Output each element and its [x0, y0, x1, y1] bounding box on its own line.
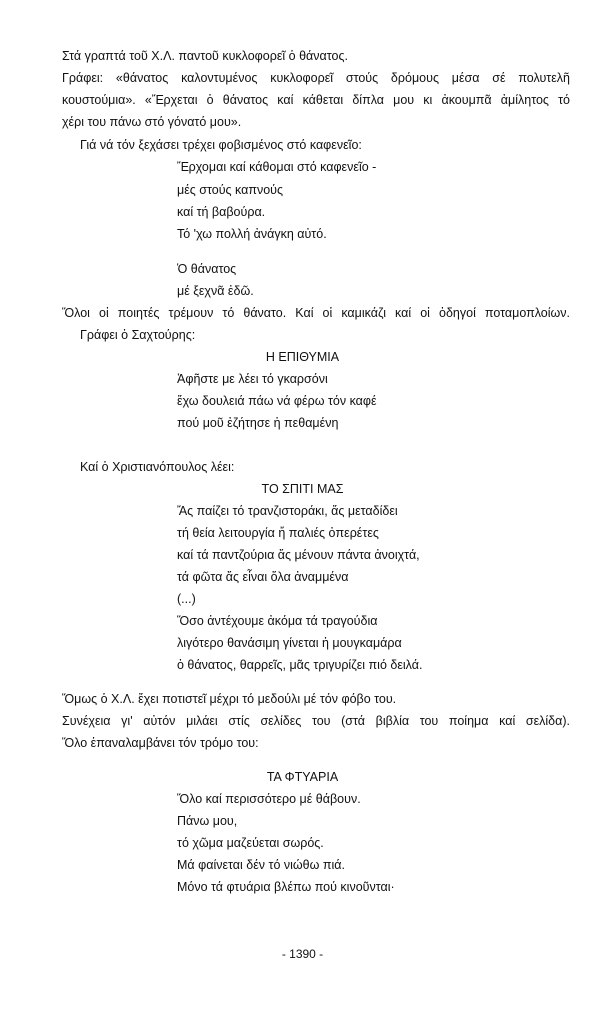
poem1-line-6: μέ ξεχνᾶ ἐδῶ.	[177, 284, 254, 298]
poem4-line-4: Μά φαίνεται δέν τό νιώθω πιά.	[177, 858, 345, 872]
intro-line-1: Στά γραπτά τοῦ Χ.Λ. παντοῦ κυκλοφορεῖ ὁ θάνατος.	[62, 49, 348, 63]
poem1-line-4: Τό 'χω πολλή ἀνάγκη αὐτό.	[177, 227, 327, 241]
intro-line-2: Γράφει: «θάνατος καλοντυμένος κυκλοφορεῖ στούς δρόμους μέσα σέ πολυτελῆ	[62, 71, 570, 85]
mid3-line-3: Ὅλο ἐπαναλαμβάνει τόν τρόμο του:	[62, 736, 259, 750]
poem2-title: Η ΕΠΙΘΥΜΙΑ	[265, 350, 340, 364]
poem4-line-1: Ὅλο καί περισσότερο μέ θάβουν.	[177, 792, 361, 806]
poem2-line-2: ἔχω δουλειά πάω νά φέρω τόν καφέ	[177, 394, 377, 408]
intro-line-5: Γιά νά τόν ξεχάσει τρέχει φοβισμένος στό καφενεῖο:	[80, 138, 362, 152]
poem4-line-3: τό χῶμα μαζεύεται σωρός.	[177, 836, 324, 850]
intro-line-3: κουστούμια». «Ἔρχεται ὁ θάνατος καί κάθεται δίπλα μου κι ἀκουμπᾶ ἀμίλητος τό	[62, 93, 570, 107]
poem1-line-2: μές στούς καπνούς	[177, 183, 284, 197]
poem3-line-4: τά φῶτα ἄς εἶναι ὅλα ἀναμμένα	[177, 570, 349, 584]
poem1-line-3: καί τή βαβούρα.	[177, 205, 266, 219]
poem3-line-5: (...)	[177, 592, 196, 606]
poem3-line-7: λιγότερο θανάσιμη γίνεται ἡ μουγκαμάρα	[177, 636, 402, 650]
mid2-line-1: Καί ὁ Χριστιανόπουλος λέει:	[80, 460, 235, 474]
poem2-line-3: πού μοῦ ἐζήτησε ἡ πεθαμένη	[177, 416, 339, 430]
poem1-line-1: Ἔρχομαι καί κάθομαι στό καφενεῖο -	[177, 160, 377, 174]
page-number: - 1390 -	[281, 947, 324, 961]
poem3-line-3: καί τά παντζούρια ἄς μένουν πάντα ἀνοιχτά,	[177, 548, 420, 562]
poem3-line-6: Ὅσο ἀντέχουμε ἀκόμα τά τραγούδια	[177, 614, 378, 628]
mid3-line-2: Συνέχεια γι' αὐτόν μιλάει στίς σελίδες του (στά βιβλία του ποίημα καί σελίδα).	[62, 714, 570, 728]
mid1-line-1: Ὅλοι οἱ ποιητές τρέμουν τό θάνατο. Καί οἱ καμικάζι καί οἱ ὁδηγοί ποταμοπλοίων.	[62, 306, 570, 320]
mid1-line-2: Γράφει ὁ Σαχτούρης:	[80, 328, 196, 342]
poem1-line-5: Ὁ θάνατος	[177, 262, 237, 276]
poem2-line-1: Ἀφῆστε με λέει τό γκαρσόνι	[177, 372, 328, 386]
poem3-line-1: Ἄς παίζει τό τρανζιστοράκι, ἄς μεταδίδει	[177, 504, 398, 518]
poem4-line-2: Πάνω μου,	[177, 814, 238, 828]
poem3-title: ΤΟ ΣΠΙΤΙ ΜΑΣ	[261, 482, 344, 496]
poem3-line-2: τή θεία λειτουργία ἤ παλιές ὀπερέτες	[177, 526, 379, 540]
poem4-title: ΤΑ ΦΤΥΑΡΙΑ	[266, 770, 339, 784]
intro-line-4: χέρι του πάνω στό γόνατό μου».	[62, 115, 242, 129]
poem4-line-5: Μόνο τά φτυάρια βλέπω πού κινοῦνται·	[177, 880, 395, 894]
poem3-line-8: ὁ θάνατος, θαρρεῖς, μᾶς τριγυρίζει πιό δειλά.	[177, 658, 423, 672]
mid3-line-1: Ὅμως ὁ Χ.Λ. ἔχει ποτιστεῖ μέχρι τό μεδούλι μέ τόν φόβο του.	[62, 692, 397, 706]
